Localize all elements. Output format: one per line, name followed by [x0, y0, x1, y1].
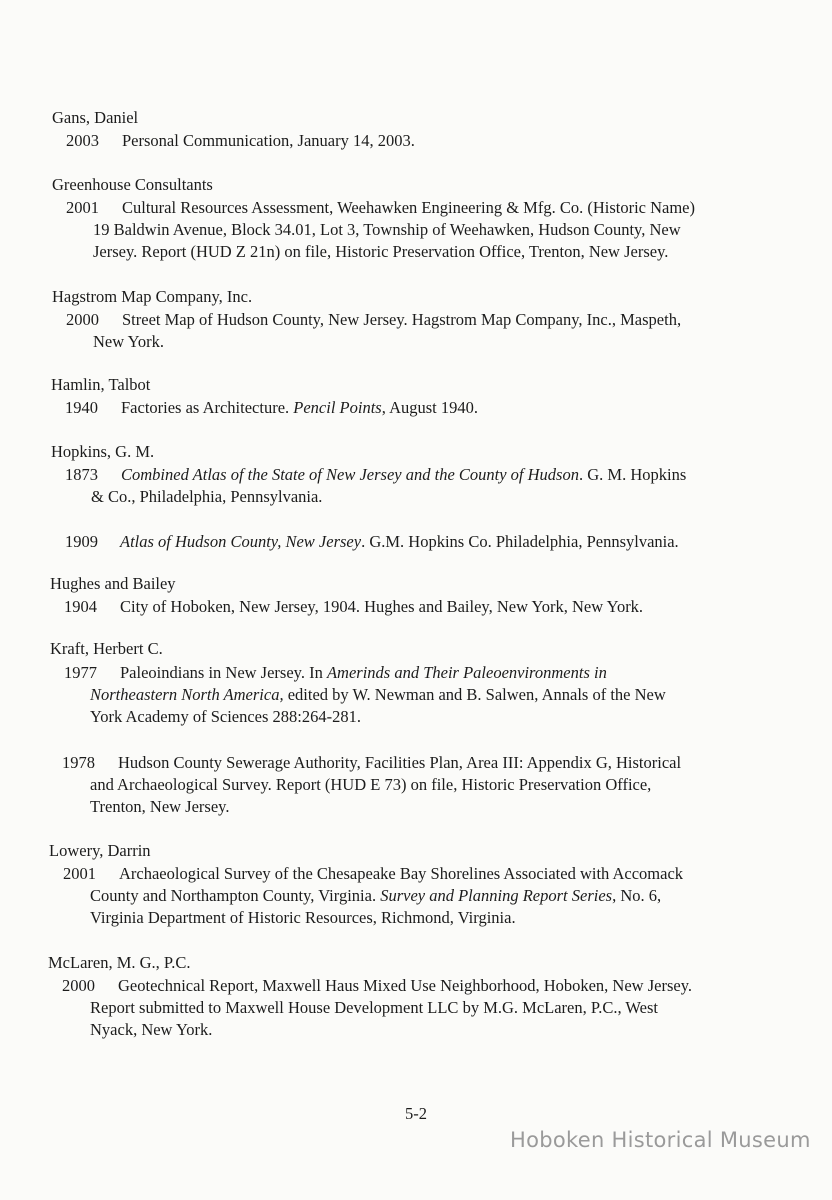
reference-line [90, 685, 666, 705]
reference-line [90, 707, 361, 727]
reference-text: Personal Communication, January 14, 2003. [122, 131, 415, 150]
author-name: Hamlin, Talbot [51, 375, 151, 394]
author-name: Kraft, Herbert C. [50, 639, 163, 658]
reference-line [90, 797, 229, 817]
reference-line [93, 332, 164, 352]
italic-title: Pencil Points [293, 398, 382, 417]
reference-line [66, 131, 415, 151]
reference-text: Jersey. Report (HUD Z 21n) on file, Historic Preservation Office, Trenton, New Jersey. [93, 242, 669, 261]
reference-line [65, 398, 478, 418]
italic-title: Survey and Planning Report Series [380, 886, 613, 905]
reference-text: , No. 6, [612, 886, 662, 905]
reference-text: Trenton, New Jersey. [90, 797, 230, 816]
reference-text: Nyack, New York. [90, 1020, 213, 1039]
author-name: Gans, Daniel [52, 108, 139, 127]
reference-line [93, 242, 668, 262]
reference-text: Virginia Department of Historic Resources, Richmond, Virginia. [90, 908, 516, 927]
reference-year: 2003 [66, 131, 99, 150]
author-name: Hagstrom Map Company, Inc. [52, 287, 253, 306]
reference-year: 1909 [65, 532, 98, 551]
reference-text: County and Northampton County, Virginia. [90, 886, 381, 905]
italic-title: Atlas of Hudson County, New Jersey [120, 532, 362, 551]
reference-line [90, 1020, 212, 1040]
reference-year: 1978 [62, 753, 95, 772]
reference-text: Report submitted to Maxwell House Development LLC by M.G. McLaren, P.C., West [90, 998, 659, 1017]
reference-year: 2001 [66, 198, 99, 217]
author-name: McLaren, M. G., P.C. [48, 953, 191, 972]
page-number: 5-2 [405, 1104, 427, 1123]
reference-line [64, 597, 643, 617]
author-name: Lowery, Darrin [49, 841, 151, 860]
reference-text: . G.M. Hopkins Co. Philadelphia, Pennsylvania. [361, 532, 679, 551]
italic-title: Amerinds and Their Paleoenvironments in [326, 663, 607, 682]
author-name: Hopkins, G. M. [51, 442, 155, 461]
reference-line [65, 532, 679, 552]
watermark: Hoboken Historical Museum [510, 1128, 811, 1152]
reference-line [90, 908, 516, 928]
reference-line [93, 220, 681, 240]
reference-text: City of Hoboken, New Jersey, 1904. Hughes and Bailey, New York, New York. [120, 597, 644, 616]
reference-line [66, 198, 695, 218]
reference-text: Cultural Resources Assessment, Weehawken Engineering & Mfg. Co. (Historic Name) [122, 198, 695, 217]
reference-year: 1977 [64, 663, 97, 682]
reference-line [91, 487, 322, 507]
reference-text: York Academy of Sciences 288:264-281. [90, 707, 361, 726]
reference-text: Archaeological Survey of the Chesapeake Bay Shorelines Associated with Accomack [119, 864, 684, 883]
reference-line [90, 775, 651, 795]
reference-year: 2000 [66, 310, 99, 329]
reference-text: Paleoindians in New Jersey. In [120, 663, 327, 682]
author-name: Greenhouse Consultants [52, 175, 213, 194]
reference-text: and Archaeological Survey. Report (HUD E 73) on file, Historic Preservation Office, [90, 775, 652, 794]
reference-year: 2001 [63, 864, 96, 883]
reference-line [90, 886, 661, 906]
reference-text: Factories as Architecture. [121, 398, 294, 417]
reference-line [66, 310, 681, 330]
reference-year: 1904 [64, 597, 97, 616]
reference-line [90, 998, 658, 1018]
reference-line [63, 864, 683, 884]
reference-text: edited by W. Newman and B. Salwen, Annals of the New [283, 685, 666, 704]
reference-text: Hudson County Sewerage Authority, Facilities Plan, Area III: Appendix G, Historical [118, 753, 682, 772]
italic-title: Combined Atlas of the State of New Jersey and the County of Hudson [121, 465, 579, 484]
reference-text: Street Map of Hudson County, New Jersey. Hagstrom Map Company, Inc., Maspeth, [122, 310, 682, 329]
italic-title: Northeastern North America, [90, 685, 284, 704]
reference-year: 1873 [65, 465, 98, 484]
reference-text: 19 Baldwin Avenue, Block 34.01, Lot 3, Township of Weehawken, Hudson County, New [93, 220, 681, 239]
reference-text: , August 1940. [381, 398, 478, 417]
reference-line [65, 465, 686, 485]
reference-text: Geotechnical Report, Maxwell Haus Mixed Use Neighborhood, Hoboken, New Jersey. [118, 976, 692, 995]
reference-line [64, 663, 607, 683]
author-name: Hughes and Bailey [50, 574, 176, 593]
reference-line [62, 753, 681, 773]
reference-year: 2000 [62, 976, 95, 995]
reference-year: 1940 [65, 398, 98, 417]
reference-text: . G. M. Hopkins [578, 465, 687, 484]
reference-text: New York. [93, 332, 165, 351]
reference-text: & Co., Philadelphia, Pennsylvania. [91, 487, 323, 506]
reference-line [62, 976, 692, 996]
